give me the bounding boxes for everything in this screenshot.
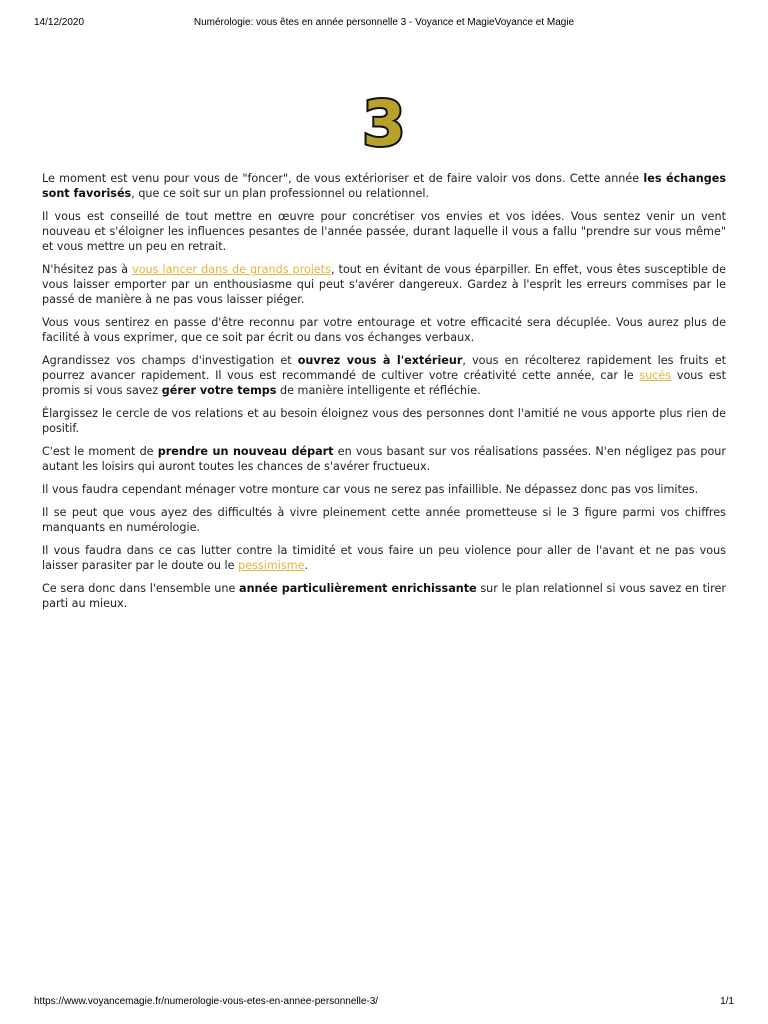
bold-text: année particulièrement enrichissante [239, 582, 477, 595]
paragraph-2 [42, 209, 726, 254]
numeral-3-icon [352, 92, 416, 152]
text-span: Il vous faudra cependant ménager votre monture car vous ne serez pas infaillible. Ne dépassez donc pas vos limites. [42, 483, 699, 496]
text-span: , tout en évitant de vous éparpiller. En effet, vous êtes susceptible de vous laisser emporter par un enthousiasme qui peut s'avérer dangereux. Gardez à l'esprit les erreurs commises par le passé de manière à ne pas vous laisser piéger. [42, 263, 726, 306]
paragraph-10 [42, 543, 726, 573]
text-span: Élargissez le cercle de vos relations et au besoin éloignez vous des personnes dont l'amitié ne vous apporte plus rien de positif. [42, 407, 726, 435]
print-url: https://www.voyancemagie.fr/numerologie-vous-etes-en-annee-personnelle-3/ [34, 996, 379, 1007]
paragraph-6 [42, 406, 726, 436]
text-span: , vous en récolterez rapidement les fruits et pourrez avancer rapidement. Il vous est recommandé de cultiver votre créativité cette année, car le [42, 354, 726, 382]
text-span: Il vous est conseillé de tout mettre en œuvre pour concrétiser vos envies et vos idées. Vous sentez venir un vent nouveau et s'éloigner les influences pesantes de l'année passée, durant laquelle il vous a fallu "prendre sur vous même" et vous mettre un peu en retrait. [42, 210, 726, 253]
print-date: 14/12/2020 [34, 17, 85, 28]
text-span: Il se peut que vous ayez des difficultés à vivre pleinement cette année prometteuse si le 3 figure parmi vos chiffres manquants en numérologie. [42, 506, 726, 534]
print-footer [34, 996, 734, 1010]
text-span: de manière intelligente et réfléchie. [276, 384, 481, 397]
text-span: Agrandissez vos champs d'investigation et [42, 354, 298, 367]
paragraph-8 [42, 482, 726, 497]
text-span: . [304, 559, 309, 572]
bold-text: les échanges sont favorisés [42, 172, 726, 200]
print-header [34, 17, 734, 31]
page-number: 1/1 [720, 996, 734, 1007]
paragraph-1 [42, 171, 726, 201]
text-span: Ce sera donc dans l'ensemble une [42, 582, 240, 595]
paragraph-7 [42, 444, 726, 474]
paragraph-5 [42, 353, 726, 398]
article-body [42, 171, 726, 619]
text-span: Il vous faudra dans ce cas lutter contre la timidité et vous faire un peu violence pour aller de l'avant et ne pas vous laisser parasiter par le doute ou le [42, 544, 726, 572]
paragraph-9 [42, 505, 726, 535]
text-span: C'est le moment de [42, 445, 158, 458]
text-span: vous est promis si vous savez [42, 369, 726, 397]
link-grands-projets[interactable]: vous lancer dans de grands projets [132, 263, 332, 276]
paragraph-3 [42, 262, 726, 307]
text-span: , que ce soit sur un plan professionnel ou relationnel. [131, 187, 430, 200]
hero-numeral-text: 3 [362, 92, 406, 152]
text-span: en vous basant sur vos réalisations passées. N'en négligez pas pour autant les loisirs qui auront toutes les chances de s'avérer fructueux. [42, 445, 726, 473]
paragraph-11 [42, 581, 726, 611]
bold-text: prendre un nouveau départ [157, 445, 334, 458]
bold-text: ouvrez vous à l'extérieur [297, 354, 463, 367]
link-pessimisme[interactable]: pessimisme [238, 559, 305, 572]
print-title: Numérologie: vous êtes en année personnelle 3 - Voyance et MagieVoyance et Magie [193, 17, 575, 28]
link-suces[interactable]: sucés [639, 369, 672, 382]
bold-text: gérer votre temps [161, 384, 277, 397]
text-span: Le moment est venu pour vous de "foncer", de vous extérioriser et de faire valoir vos dons. Cette année [42, 172, 644, 185]
text-span: Vous vous sentirez en passe d'être reconnu par votre entourage et votre efficacité sera décuplée. Vous aurez plus de facilité à vous exprimer, que ce soit par écrit ou dans vos échanges verbaux. [42, 316, 726, 344]
text-span: sur le plan relationnel si vous savez en tirer parti au mieux. [42, 582, 726, 610]
text-span: N'hésitez pas à [42, 263, 133, 276]
paragraph-4 [42, 315, 726, 345]
hero-numeral [0, 92, 768, 157]
